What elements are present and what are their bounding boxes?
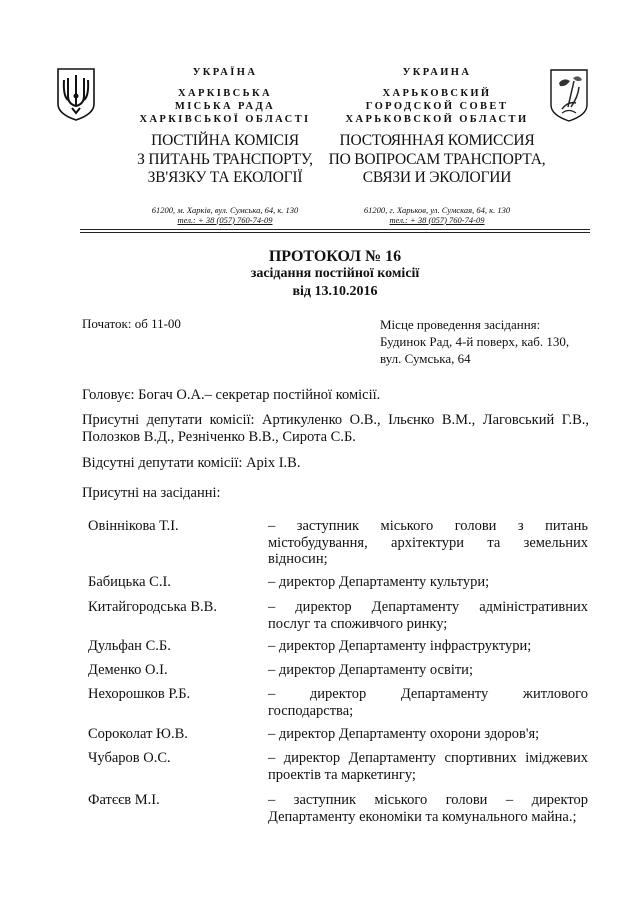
ukraine-trident-emblem [55, 66, 97, 122]
absent-deputies-line: Відсутні депутати комісії: Аріх І.В. [82, 455, 301, 471]
attendee-role: – директор Департаменту спортивних іміджевих проектів та маркетингу; [268, 750, 588, 783]
place-line2: вул. Сумська, 64 [380, 351, 471, 366]
protocol-subtitle: засідання постійної комісії [250, 266, 420, 281]
commission-line1-ua: ПОСТІЙНА КОМІСІЯ [151, 132, 299, 149]
council-line2-ua: МІСЬКА РАДА [174, 101, 276, 112]
attendees-label: Присутні на засіданні: [82, 485, 221, 501]
start-time: Початок: об 11-00 [82, 316, 181, 331]
place-label: Місце проведення засідання: [380, 317, 541, 332]
attendee-name: Деменко О.І. [88, 662, 168, 678]
present-deputies-line2: Полозков В.Д., Резніченко В.В., Сирота С.Б. [82, 429, 356, 445]
commission-line3-ru: СВЯЗИ И ЭКОЛОГИИ [362, 169, 512, 186]
address-ua: 61200, м. Харків, вул. Сумська, 64, к. 130 [151, 204, 299, 215]
header-divider-thick [80, 229, 590, 230]
attendee-name: Китайгородська В.В. [88, 599, 217, 615]
phone-ru: тел.: + 38 (057) 760-74-09 [389, 214, 485, 225]
meeting-place [380, 316, 610, 367]
country-ru: УКРАИНА [402, 67, 472, 78]
place-line1: Будинок Рад, 4-й поверх, каб. 130, [380, 334, 570, 349]
protocol-title: ПРОТОКОЛ № 16 [268, 248, 402, 265]
present-deputies-line1: Присутні депутати комісії: Артикуленко О.В., Ільєнко В.М., Лаговський Г.В., [82, 412, 589, 428]
attendee-role: – директор Департаменту охорони здоров'я; [268, 726, 540, 742]
council-line2-ru: ГОРОДСКОЙ СОВЕТ [365, 101, 509, 112]
phone-ua: тел.: + 38 (057) 760-74-09 [177, 214, 273, 225]
attendee-role: – директор Департаменту культури; [268, 574, 490, 590]
commission-line2-ua: З ПИТАНЬ ТРАНСПОРТУ, [137, 150, 313, 168]
attendee-name: Нехорошков Р.Б. [88, 686, 191, 702]
attendee-name: Сороколат Ю.В. [88, 726, 188, 742]
country-ua: УКРАЇНА [192, 67, 258, 78]
attendee-role: – заступник міського голови – директор Департаменту економіки та комунального майна.; [268, 792, 588, 825]
attendee-role: – директор Департаменту житлового господарства; [268, 686, 588, 719]
attendee-name: Бабицька С.І. [88, 574, 171, 590]
attendee-name: Чубаров О.С. [88, 750, 171, 766]
council-line3-ru: ХАРЬКОВСКОЙ ОБЛАСТИ [345, 114, 529, 125]
attendee-name: Фатєєв М.І. [88, 792, 160, 808]
commission-line2-ru: ПО ВОПРОСАМ ТРАНСПОРТА, [328, 150, 546, 168]
commission-line1-ru: ПОСТОЯННАЯ КОМИССИЯ [339, 132, 535, 149]
commission-line3-ua: ЗВ'ЯЗКУ ТА ЕКОЛОГІЇ [147, 169, 303, 186]
attendee-role: – директор Департаменту адміністративних послуг та споживчого ринку; [268, 599, 588, 632]
header-right [317, 66, 557, 225]
attendee-role: – директор Департаменту освіти; [268, 662, 473, 678]
council-line3-ua: ХАРКІВСЬКОЇ ОБЛАСТІ [139, 114, 311, 125]
attendee-role: – заступник міського голови з питань містобудування, архітектури та земельних відносин; [268, 518, 588, 567]
council-line1-ua: ХАРКІВСЬКА [177, 88, 272, 99]
attendee-role: – директор Департаменту інфраструктури; [268, 638, 532, 654]
protocol-date: від 13.10.2016 [292, 284, 378, 299]
attendee-name: Овіннікова Т.І. [88, 518, 179, 534]
attendee-name: Дульфан С.Б. [88, 638, 171, 654]
address-ru: 61200, г. Харьков, ул. Сумская, 64, к. 130 [363, 204, 511, 215]
council-line1-ru: ХАРЬКОВСКИЙ [382, 88, 492, 99]
chair-line: Головує: Богач О.А.– секретар постійної комісії. [82, 387, 381, 403]
header-divider-thin [80, 232, 590, 233]
header-left [105, 66, 345, 225]
